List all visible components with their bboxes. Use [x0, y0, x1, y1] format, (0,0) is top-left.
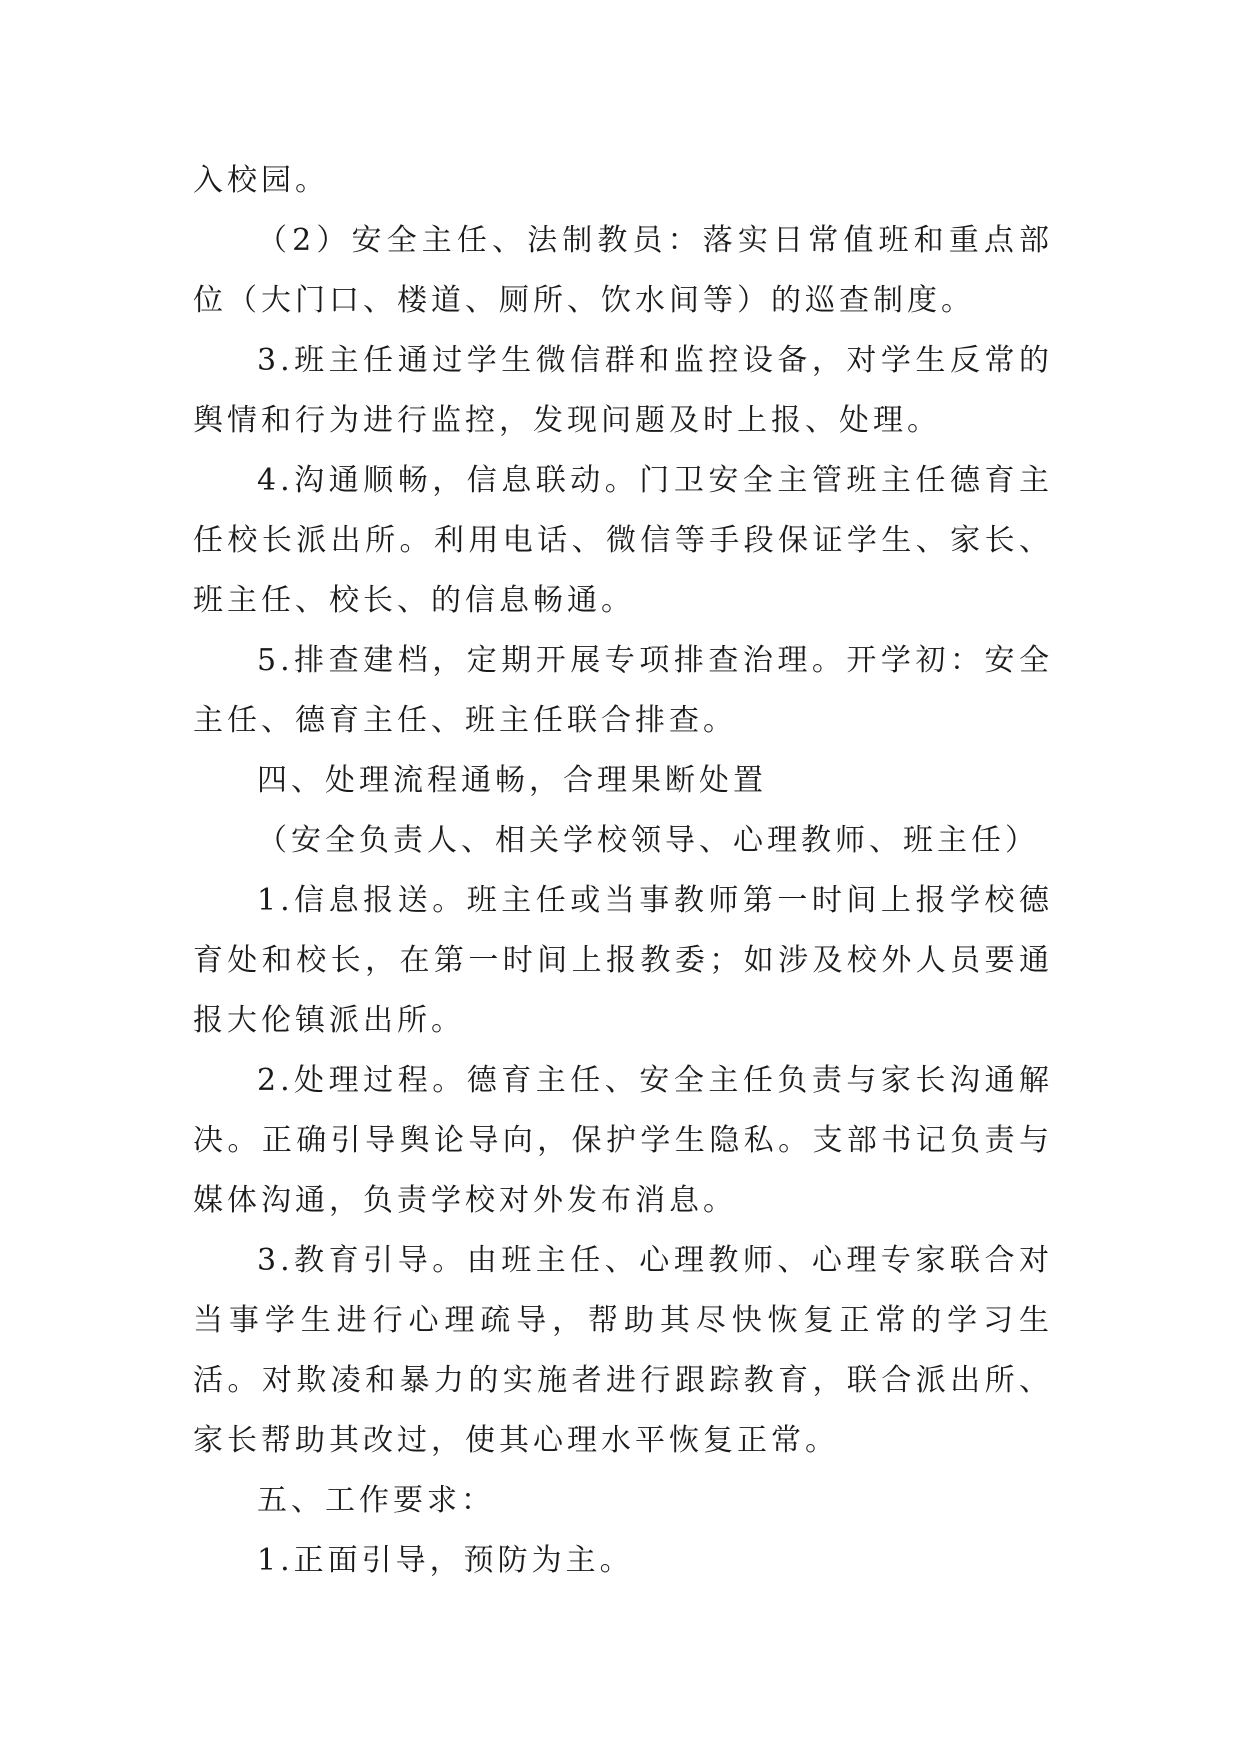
paragraph-education: 3.教育引导。由班主任、心理教师、心理专家联合对当事学生进行心理疏导，帮助其尽快恢复正常的学习生活。对欺凌和暴力的实施者进行跟踪教育，联合派出所、家长帮助其改过，使其心理水平恢复正常。 — [193, 1243, 1053, 1458]
paragraph-responsible-parties: （安全负责人、相关学校领导、心理教师、班主任） — [257, 823, 1039, 858]
document-body — [193, 151, 1053, 1591]
paragraph-patrol-duty: （2）安全主任、法制教员：落实日常值班和重点部位（大门口、楼道、厕所、饮水间等）的巡查制度。 — [193, 223, 1053, 318]
paragraph-communication: 4.沟通顺畅，信息联动。门卫安全主管班主任德育主任校长派出所。利用电话、微信等手段保证学生、家长、班主任、校长、的信息畅通。 — [193, 463, 1053, 618]
section-heading-process: 四、处理流程通畅，合理果断处置 — [257, 763, 767, 798]
paragraph-inspection: 5.排查建档，定期开展专项排查治理。开学初：安全主任、德育主任、班主任联合排查。 — [193, 643, 1053, 738]
paragraph-continuation: 入校园。 — [193, 163, 329, 198]
paragraph-monitoring: 3.班主任通过学生微信群和监控设备，对学生反常的舆情和行为进行监控，发现问题及时上报、处理。 — [193, 343, 1053, 438]
paragraph-reporting: 1.信息报送。班主任或当事教师第一时间上报学校德育处和校长，在第一时间上报教委；如涉及校外人员要通报大伦镇派出所。 — [193, 883, 1053, 1038]
paragraph-prevention: 1.正面引导，预防为主。 — [257, 1543, 634, 1578]
section-heading-requirements: 五、工作要求： — [257, 1483, 495, 1518]
paragraph-handling: 2.处理过程。德育主任、安全主任负责与家长沟通解决。正确引导舆论导向，保护学生隐私。支部书记负责与媒体沟通，负责学校对外发布消息。 — [193, 1063, 1053, 1218]
